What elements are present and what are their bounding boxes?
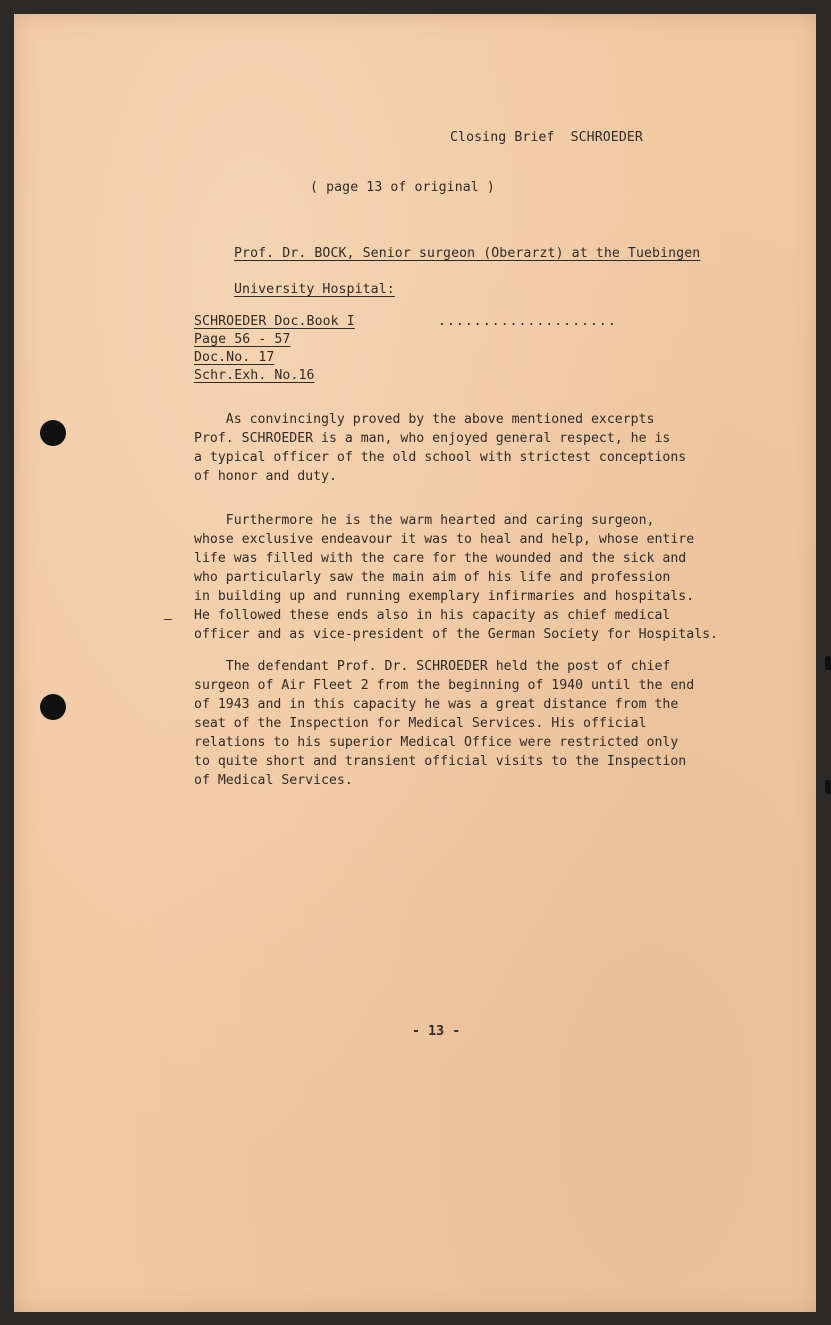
margin-mark: –	[164, 612, 172, 627]
edge-nick-upper	[825, 656, 831, 670]
paragraph-3	[194, 657, 694, 790]
paragraph-line: The defendant Prof. Dr. SCHROEDER held the post of chief	[194, 659, 671, 674]
witness-heading-line1: Prof. Dr. BOCK, Senior surgeon (Oberarzt) at the Tuebingen	[234, 246, 701, 261]
document-page	[14, 14, 816, 1312]
paragraph-line: As convincingly proved by the above mentioned excerpts	[194, 412, 655, 427]
paragraph-line: of 1943 and in this capacity he was a great distance from the	[194, 697, 679, 712]
paragraph-line: surgeon of Air Fleet 2 from the beginning of 1940 until the end	[194, 678, 695, 693]
paragraph-line: whose exclusive endeavour it was to heal and help, whose entire	[194, 532, 695, 547]
paragraph-line: Furthermore he is the warm hearted and caring surgeon,	[194, 513, 655, 528]
paragraph-line: He followed these ends also in his capacity as chief medical	[194, 608, 671, 623]
paragraph-line: of honor and duty.	[194, 469, 337, 484]
reference-pages: Page 56 - 57	[194, 332, 291, 347]
paragraph-line: who particularly saw the main aim of his life and profession	[194, 570, 671, 585]
document-title: Closing Brief SCHROEDER	[450, 130, 643, 145]
paragraph-line: seat of the Inspection for Medical Services. His official	[194, 716, 647, 731]
witness-heading-line2: University Hospital:	[234, 282, 395, 297]
paragraph-1	[194, 410, 686, 486]
paragraph-line: officer and as vice-president of the German Society for Hospitals.	[194, 627, 719, 642]
page-reference: ( page 13 of original )	[310, 180, 495, 195]
paragraph-line: life was filled with the care for the wounded and the sick and	[194, 551, 687, 566]
edge-nick-lower	[825, 780, 831, 794]
paragraph-line: Prof. SCHROEDER is a man, who enjoyed general respect, he is	[194, 431, 671, 446]
paragraph-2	[194, 511, 718, 644]
reference-dot-leader: ....................	[438, 314, 617, 329]
paragraph-line: in building up and running exemplary infirmaries and hospitals.	[194, 589, 695, 604]
paragraph-line: of Medical Services.	[194, 773, 353, 788]
paragraph-line: to quite short and transient official visits to the Inspection	[194, 754, 687, 769]
paragraph-line: relations to his superior Medical Office were restricted only	[194, 735, 679, 750]
page-number: - 13 -	[412, 1024, 461, 1039]
reference-doc-book: SCHROEDER Doc.Book I	[194, 314, 355, 329]
punch-hole-top	[40, 420, 66, 446]
reference-exhibit-no: Schr.Exh. No.16	[194, 368, 315, 383]
reference-doc-no: Doc.No. 17	[194, 350, 275, 365]
paragraph-line: a typical officer of the old school with strictest conceptions	[194, 450, 687, 465]
punch-hole-bottom	[40, 694, 66, 720]
